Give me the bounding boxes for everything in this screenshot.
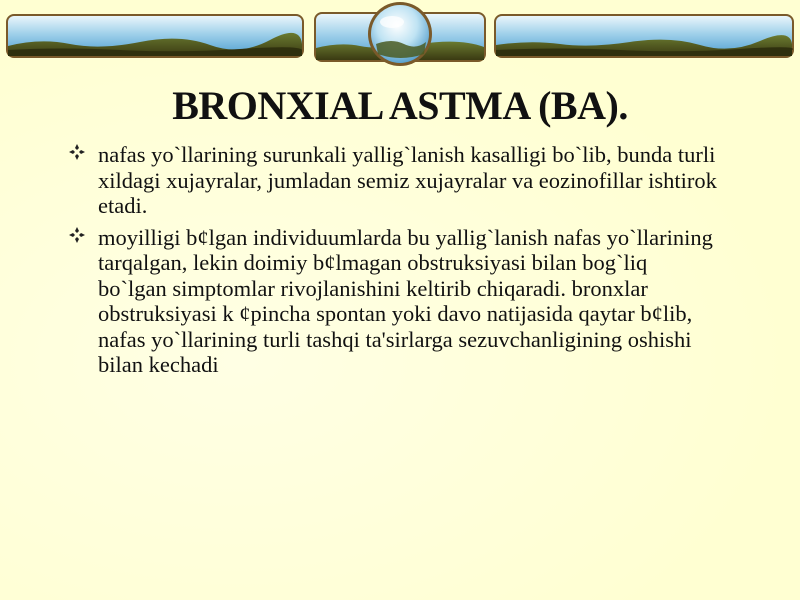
bullet-item-2 bbox=[68, 225, 718, 378]
bullet-item-1 bbox=[68, 142, 718, 219]
bullet-text-2: moyilligi b¢lgan individuumlarda bu yallig`lanish nafas yo`llarining tarqalgan, lekin doimiy b¢lmagan obstruksiyasi bilan bog`liq bo`lgan simptomlar rivojlanishini keltirib chiqaradi. bronxlar obstruksiyasi k ¢pincha spontan yoki davo natijasida qaytar b¢lib, nafas yo`llarining turli tashqi ta'sirlarga sezuvchanligining oshishi bilan kechadi bbox=[98, 224, 713, 377]
slide-title: BRONXIAL ASTMA (BA). bbox=[172, 83, 628, 128]
landscape-banner-graphic bbox=[0, 0, 800, 72]
bullet-list bbox=[68, 142, 718, 384]
diamond-bullet-icon bbox=[68, 143, 86, 161]
banner-panel-right bbox=[494, 14, 794, 58]
header-banner bbox=[0, 0, 800, 72]
bullet-text-1: nafas yo`llarining surunkali yallig`lanish kasalligi bo`lib, bunda turli xildagi xujayralar, jumladan semiz xujayralar va eozinofillar ishtirok etadi. bbox=[98, 142, 717, 218]
banner-panel-left bbox=[6, 14, 304, 58]
banner-panel-center bbox=[314, 2, 486, 66]
diamond-bullet-icon bbox=[68, 226, 86, 244]
